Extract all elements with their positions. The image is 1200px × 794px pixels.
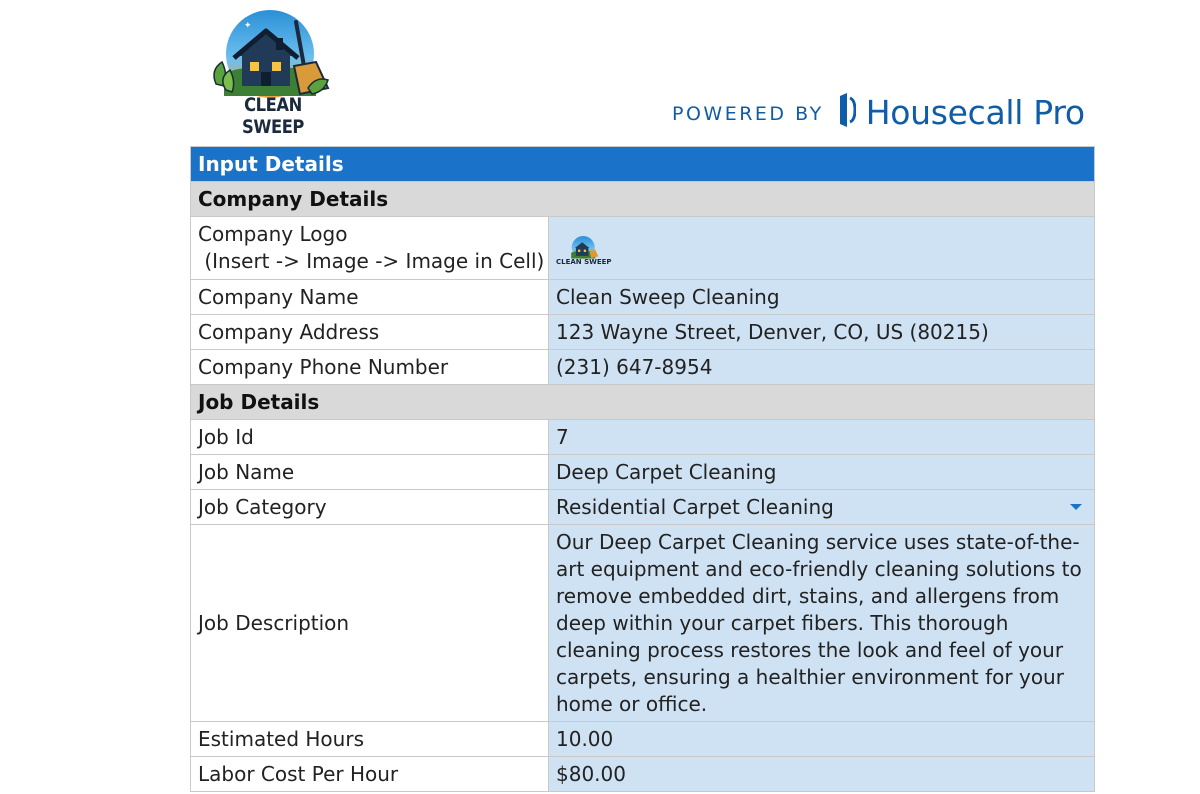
labor-cost-cell[interactable]: $80.00: [549, 757, 1095, 792]
company-logo-cell[interactable]: [549, 217, 1095, 280]
svg-text:✦: ✦: [244, 21, 252, 31]
table-title-row: [191, 147, 1095, 182]
input-details-table: [190, 146, 1095, 792]
table-row: [191, 315, 1095, 350]
table-row: [191, 420, 1095, 455]
table-row: [191, 490, 1095, 525]
labor-cost-label: Labor Cost Per Hour: [191, 757, 549, 792]
job-category-dropdown[interactable]: [549, 490, 1095, 525]
company-logo-text: CLEAN SWEEP: [242, 94, 304, 138]
housecall-pro-icon: [836, 92, 856, 132]
table-row: [191, 350, 1095, 385]
job-details-heading: Job Details: [191, 385, 1095, 420]
company-phone-cell[interactable]: (231) 647-8954: [549, 350, 1095, 385]
company-logo-label: [191, 217, 549, 280]
estimated-hours-label: Estimated Hours: [191, 722, 549, 757]
estimated-hours-cell[interactable]: 10.00: [549, 722, 1095, 757]
cell-logo-text: CLEAN SWEEP: [556, 257, 612, 266]
table-row: [191, 525, 1095, 722]
table-title: Input Details: [191, 147, 1095, 182]
company-phone-label: Company Phone Number: [191, 350, 549, 385]
company-address-label: Company Address: [191, 315, 549, 350]
job-name-cell[interactable]: Deep Carpet Cleaning: [549, 455, 1095, 490]
dropdown-arrow-icon[interactable]: [1070, 504, 1082, 510]
table-row: [191, 455, 1095, 490]
job-description-cell[interactable]: Our Deep Carpet Cleaning service uses state-of-the-art equipment and eco-friendly cleaning solutions to remove embedded dirt, stains, and allergens from deep within your carpet fibers. This thorough cleaning process restores the look and feel of your carpets, ensuring a healthier environment for your home or office.: [549, 525, 1095, 722]
svg-text:✦: ✦: [308, 27, 315, 36]
company-name-label: Company Name: [191, 280, 549, 315]
table-row: [191, 757, 1095, 792]
table-row: [191, 217, 1095, 280]
powered-by-label: POWERED BY: [672, 103, 824, 125]
table-row: [191, 722, 1095, 757]
table-row: [191, 280, 1095, 315]
powered-by-banner: [672, 92, 1085, 132]
job-category-value: Residential Carpet Cleaning: [556, 494, 834, 519]
cell-logo-image: [556, 234, 612, 266]
company-logo-label-line2: (Insert -> Image -> Image in Cell): [198, 249, 545, 273]
job-id-cell[interactable]: 7: [549, 420, 1095, 455]
job-id-label: Job Id: [191, 420, 549, 455]
company-address-cell[interactable]: 123 Wayne Street, Denver, CO, US (80215): [549, 315, 1095, 350]
job-description-label: Job Description: [191, 525, 549, 722]
company-name-cell[interactable]: Clean Sweep Cleaning: [549, 280, 1095, 315]
company-details-heading: Company Details: [191, 182, 1095, 217]
company-logo-label-line1: Company Logo: [198, 222, 348, 246]
housecall-pro-wordmark: Housecall Pro: [865, 92, 1085, 132]
section-row: [191, 385, 1095, 420]
job-category-label: Job Category: [191, 490, 549, 525]
section-row: [191, 182, 1095, 217]
job-name-label: Job Name: [191, 455, 549, 490]
